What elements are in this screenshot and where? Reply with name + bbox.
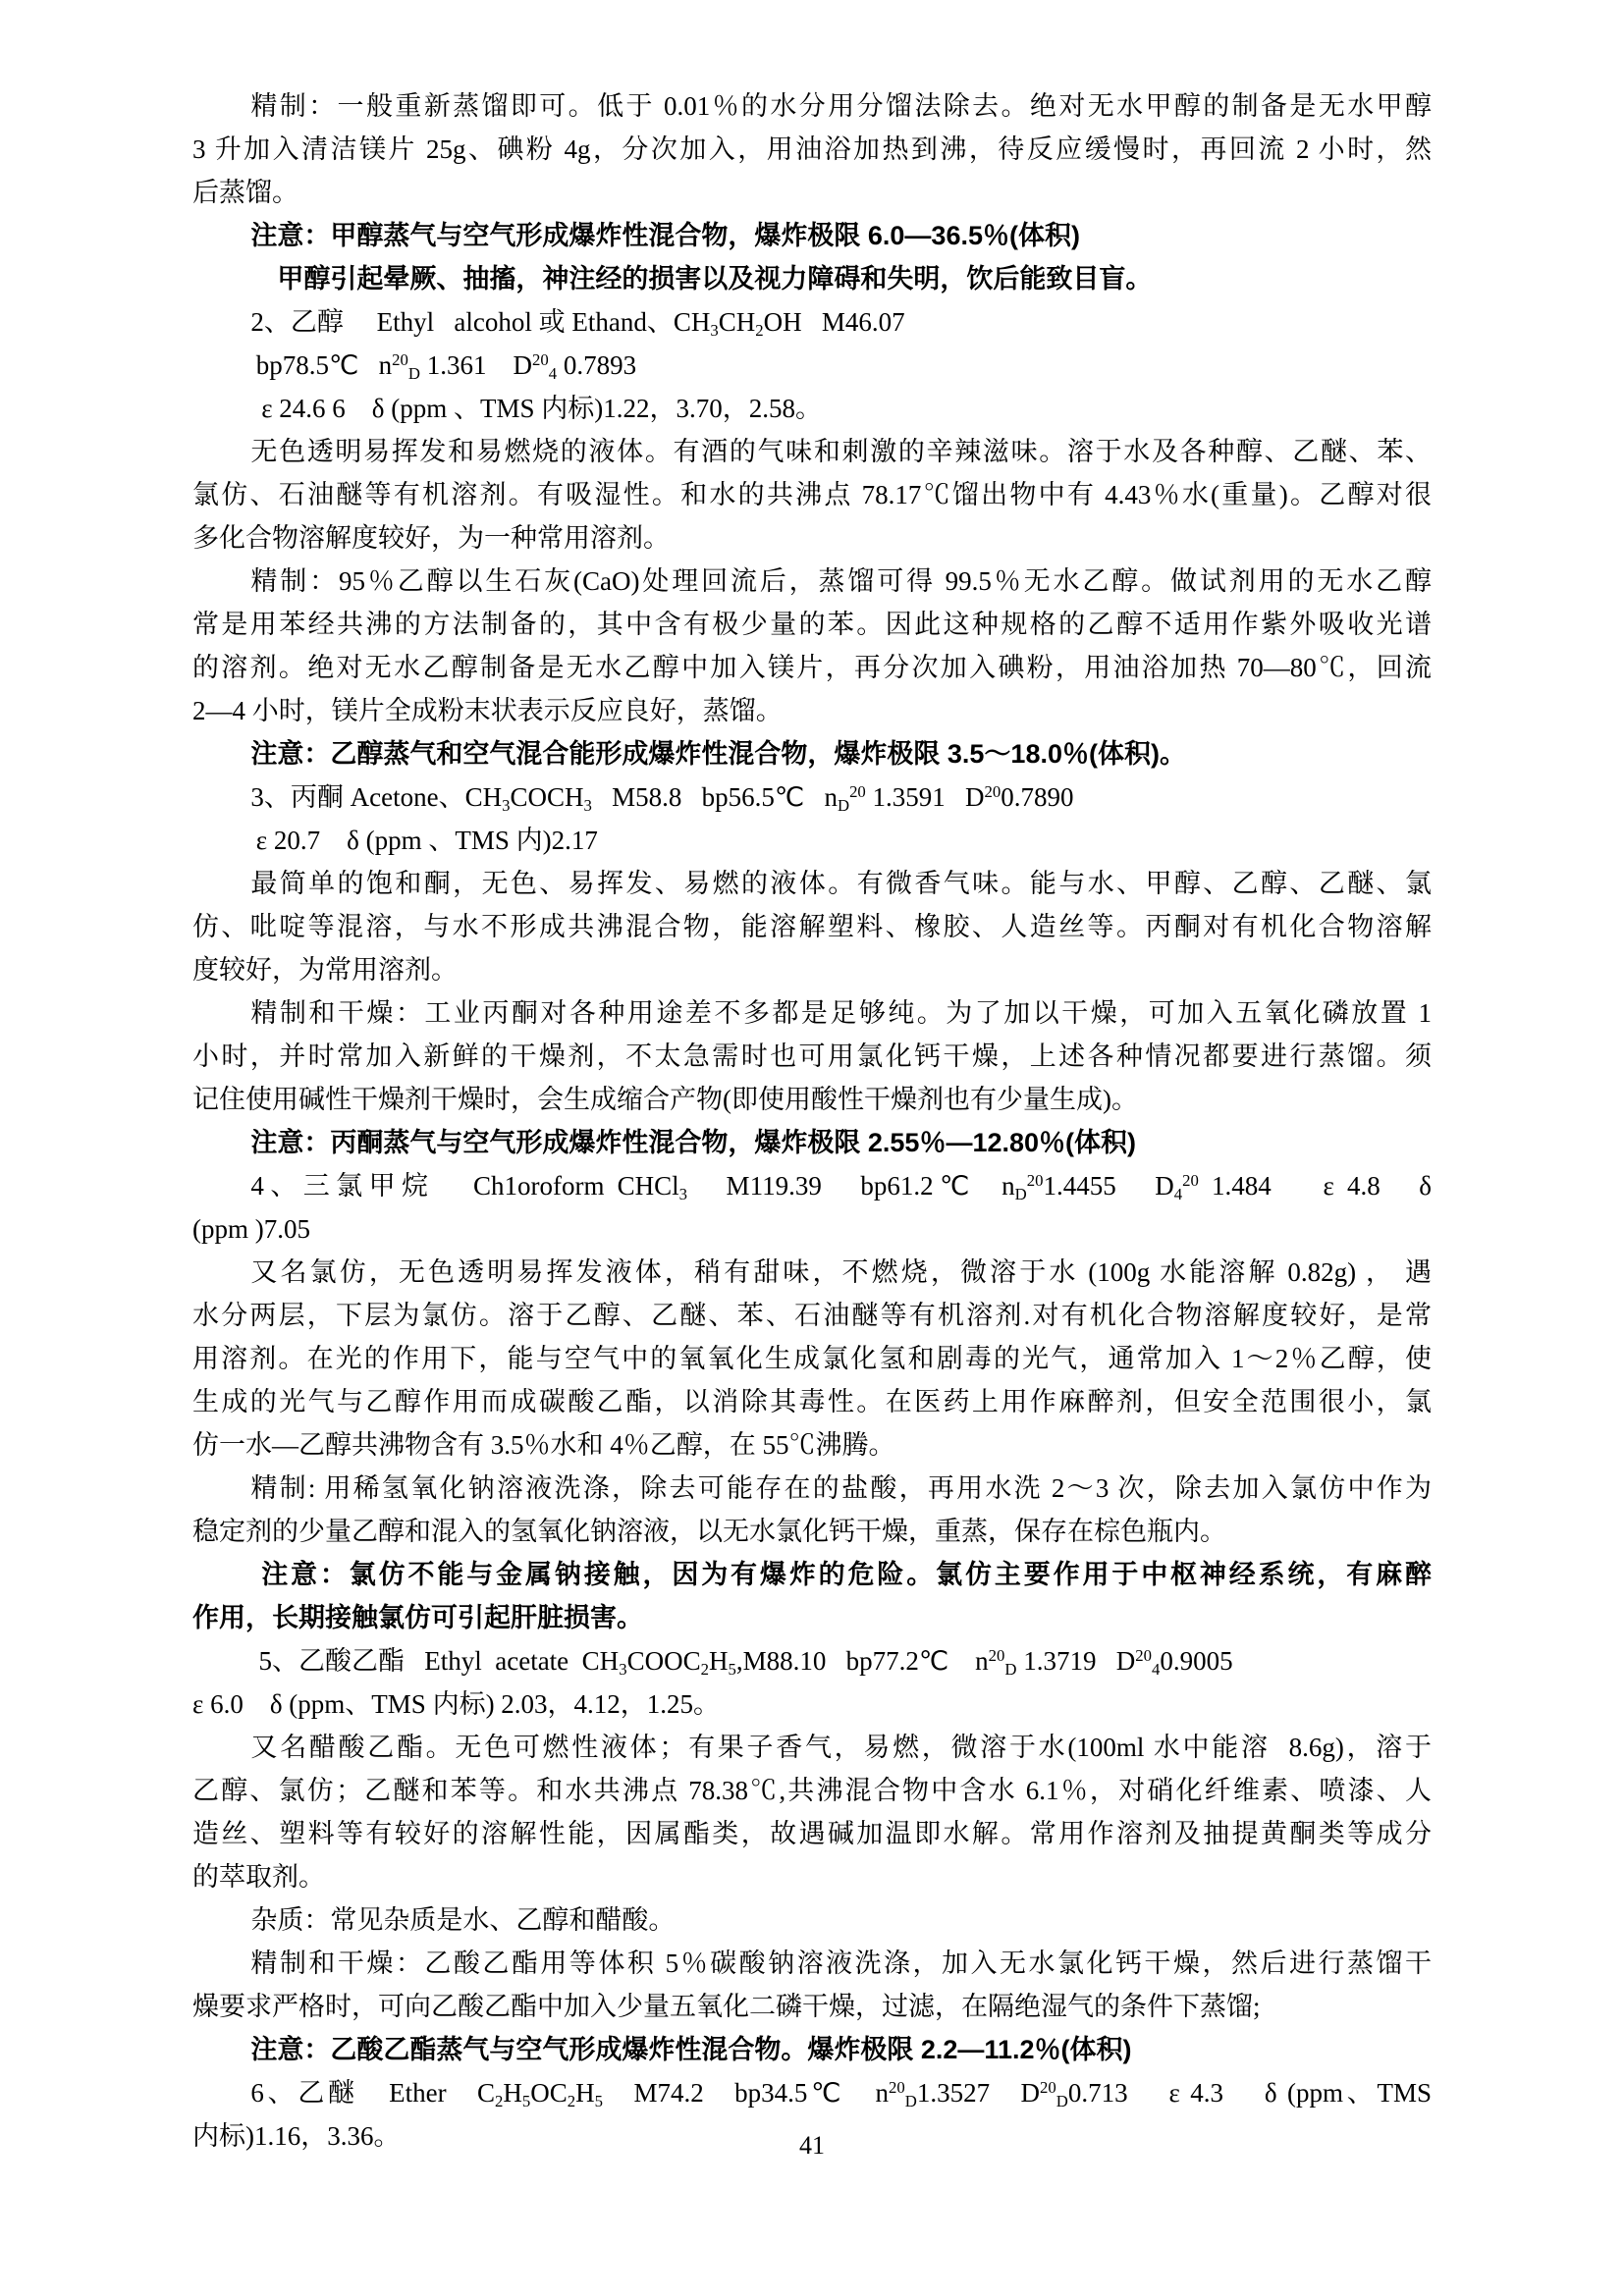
sub-text: 3 [710, 320, 719, 340]
text-line [192, 1769, 1432, 1812]
text-line [192, 387, 1432, 430]
run-text: 的萃取剂。 [192, 1862, 325, 1892]
run-text: COOC [626, 1646, 701, 1676]
text-line [192, 84, 1432, 128]
text-line [192, 214, 1432, 257]
text-line [192, 1726, 1432, 1769]
sub-text: D [1004, 1659, 1017, 1679]
run-text: 杂质：常见杂质是水、乙醇和醋酸。 [250, 1905, 676, 1935]
text-line [192, 1553, 1432, 1596]
run-text: 5、乙酸乙酯 Ethyl acetate CH [258, 1646, 620, 1676]
sub-text: 2 [755, 320, 764, 340]
page-number: 41 [799, 2131, 825, 2160]
run-text: 多化合物溶解度较好，为一种常用溶剂。 [192, 523, 670, 553]
run-text: 精制: 用稀氢氧化钠溶液洗涤，除去可能存在的盐酸，再用水洗 2～3 次，除去加入氯仿中作为 [250, 1473, 1432, 1503]
sup-text: 20 [984, 781, 1001, 801]
run-text: 注意：乙醇蒸气和空气混合能形成爆炸性混合物，爆炸极限 3.5～18.0％(体积)。 [250, 739, 1186, 769]
sup-text: 20 [1182, 1170, 1199, 1190]
text-line [192, 1510, 1432, 1553]
run-text: ε 20.7 δ (ppm 、TMS 内)2.17 [255, 826, 598, 855]
run-text: ε 6.0 δ (ppm、TMS 内标) 2.03，4.12，1.25。 [192, 1689, 721, 1719]
text-line [192, 1337, 1432, 1380]
run-text: 1.3719 D [1016, 1646, 1136, 1676]
text-line [192, 819, 1432, 862]
text-line [192, 1078, 1432, 1121]
run-text: 1.484 ε 4.8 δ [1198, 1171, 1432, 1201]
text-line [192, 473, 1432, 516]
sup-text: 20 [849, 781, 866, 801]
run-text: CH [718, 307, 756, 337]
text-line [192, 991, 1432, 1035]
run-text: M74.2 bp34.5℃ n [603, 2078, 890, 2108]
run-text: 内标)1.16，3.36。 [192, 2121, 401, 2151]
run-text: 的溶剂。绝对无水乙醇制备是无水乙醇中加入镁片，再分次加入碘粉，用油浴加热 70—80℃，回流 [192, 653, 1432, 682]
text-line [192, 171, 1432, 214]
text-line [192, 430, 1432, 473]
run-text: 0.7890 [1001, 782, 1074, 812]
sub-text: 3 [583, 795, 592, 815]
run-text: 注意：甲醇蒸气与空气形成爆炸性混合物，爆炸极限 6.0—36.5％(体积) [250, 221, 1080, 250]
text-line [192, 1423, 1432, 1467]
run-text: 记住使用碱性干燥剂干燥时，会生成缩合产物(即使用酸性干燥剂也有少量生成)。 [192, 1085, 1138, 1114]
sub-text: D [837, 795, 850, 815]
text-line [192, 257, 1432, 300]
text-line [192, 128, 1432, 171]
run-text: 仿一水—乙醇共沸物含有 3.5％水和 4％乙醇，在 55℃沸腾。 [192, 1430, 895, 1460]
sub-text: 2 [567, 2091, 576, 2110]
text-line [192, 2028, 1432, 2071]
run-text: 3 升加入清洁镁片 25g、碘粉 4g，分次加入，用油浴加热到沸，待反应缓慢时，再回流 2 小时，然 [192, 134, 1432, 164]
run-text: 燥要求严格时，可向乙酸乙酯中加入少量五氧化二磷干燥，过滤，在隔绝湿气的条件下蒸馏; [192, 1992, 1261, 2021]
run-text: M58.8 bp56.5℃ n [591, 782, 838, 812]
text-line [192, 1380, 1432, 1423]
run-text: 造丝、塑料等有较好的溶解性能，因属酯类，故遇碱加温即水解。常用作溶剂及抽提黄酮类等成分 [192, 1819, 1432, 1848]
run-text: 1.3591 D [865, 782, 985, 812]
text-line [192, 1596, 1432, 1639]
text-line [192, 344, 1432, 387]
text-line [192, 862, 1432, 905]
run-text: COCH [510, 782, 584, 812]
sub-text: 3 [678, 1184, 688, 1203]
sup-text: 20 [1040, 2077, 1056, 2097]
text-line [192, 1251, 1432, 1294]
run-text: 水分两层，下层为氯仿。溶于乙醇、乙醚、苯、石油醚等有机溶剂.对有机化合物溶解度较好，是常 [192, 1301, 1432, 1330]
run-text: 0.9005 [1160, 1646, 1233, 1676]
run-text: 1.4455 D [1043, 1171, 1174, 1201]
sub-text: D [407, 363, 420, 383]
document-lines [192, 84, 1432, 2158]
text-line [192, 2071, 1432, 2114]
text-line [192, 1942, 1432, 1985]
run-text: (ppm )7.05 [192, 1214, 310, 1244]
run-text: 2—4 小时，镁片全成粉末状表示反应良好，蒸馏。 [192, 696, 783, 725]
run-text: 1.3527 D [916, 2078, 1040, 2108]
sub-text: 5 [594, 2091, 604, 2110]
sub-text: 2 [700, 1659, 709, 1679]
text-line [192, 603, 1432, 646]
run-text: 又名醋酸乙酯。无色可燃性液体；有果子香气，易燃，微溶于水(100ml 水中能溶 8.6g)，溶于 [250, 1733, 1432, 1762]
sub-text: 4 [548, 363, 558, 383]
text-line [192, 1855, 1432, 1898]
run-text: 6、乙醚 Ether C [250, 2078, 496, 2108]
run-text: 精制：95％乙醇以生石灰(CaO)处理回流后，蒸馏可得 99.5％无水乙醇。做试剂用的无水乙醇 [250, 566, 1432, 596]
run-text: 小时，并时常加入新鲜的干燥剂，不太急需时也可用氯化钙干燥，上述各种情况都要进行蒸馏。须 [192, 1041, 1432, 1071]
run-text: 3、丙酮 Acetone、CH [250, 782, 503, 812]
run-text: 4、三氯甲烷 Ch1oroform CHCl [250, 1171, 679, 1201]
run-text: 生成的光气与乙醇作用而成碳酸乙酯，以消除其毒性。在医药上用作麻醉剂，但安全范围很小，氯 [192, 1387, 1432, 1416]
sup-text: 20 [531, 349, 549, 369]
text-line [192, 1985, 1432, 2028]
run-text: OC [530, 2078, 568, 2108]
text-line [192, 1812, 1432, 1855]
run-text: H [503, 2078, 522, 2108]
sub-text: 4 [1173, 1184, 1183, 1203]
sup-text: 20 [988, 1645, 1005, 1665]
run-text: 注意：丙酮蒸气与空气形成爆炸性混合物，爆炸极限 2.55％—12.80％(体积) [250, 1128, 1136, 1157]
run-text: 甲醇引起晕厥、抽搐，神注经的损害以及视力障碍和失明，饮后能致目盲。 [277, 264, 1153, 294]
run-text: 用溶剂。在光的作用下，能与空气中的氧氧化生成氯化氢和剧毒的光气，通常加入 1～2％乙醇，使 [192, 1344, 1432, 1373]
text-line [192, 646, 1432, 689]
sub-text: 5 [521, 2091, 531, 2110]
text-line [192, 948, 1432, 991]
text-line [192, 905, 1432, 948]
run-text: 注意：乙酸乙酯蒸气与空气形成爆炸性混合物。爆炸极限 2.2—11.2％(体积) [250, 2035, 1132, 2064]
sub-text: D [1056, 2091, 1068, 2110]
run-text: OH M46.07 [763, 307, 905, 337]
run-text: 后蒸馏。 [192, 178, 298, 207]
sup-text: 20 [1026, 1170, 1044, 1190]
sub-text: 5 [728, 1659, 736, 1679]
sub-text: 4 [1151, 1659, 1161, 1679]
run-text: 0.713 ε 4.3 δ (ppm、TMS [1067, 2078, 1432, 2108]
text-line [192, 1467, 1432, 1510]
run-text: M119.39 bp61.2℃ n [687, 1171, 1015, 1201]
text-line [192, 732, 1432, 775]
run-text: ε 24.6 6 δ (ppm 、TMS 内标)1.22，3.70，2.58。 [261, 394, 822, 423]
sub-text: D [1014, 1184, 1027, 1203]
text-line [192, 1294, 1432, 1337]
run-text: 注意：氯仿不能与金属钠接触，因为有爆炸的危险。氯仿主要作用于中枢神经系统，有麻醉 [261, 1560, 1432, 1589]
run-text: 0.7893 [557, 350, 637, 380]
run-text: 度较好，为常用溶剂。 [192, 955, 458, 985]
run-text: 作用，长期接触氯仿可引起肝脏损害。 [192, 1603, 643, 1632]
sub-text: 3 [502, 795, 511, 815]
run-text: ,M88.10 bp77.2℃ n [735, 1646, 989, 1676]
sup-text: 20 [392, 349, 408, 369]
text-line [192, 1898, 1432, 1942]
run-text: 最简单的饱和酮，无色、易挥发、易燃的液体。有微香气味。能与水、甲醇、乙醇、乙醚、氯 [250, 869, 1432, 898]
run-text: 精制和干燥：工业丙酮对各种用途差不多都是足够纯。为了加以干燥，可加入五氧化磷放置 1 [250, 998, 1432, 1028]
sub-text: 2 [495, 2091, 504, 2110]
text-line [192, 1164, 1432, 1207]
sup-text: 20 [1135, 1645, 1152, 1665]
run-text: 氯仿、石油醚等有机溶剂。有吸湿性。和水的共沸点 78.17℃馏出物中有 4.43％水(重量)。乙醇对很 [192, 480, 1432, 509]
text-line [192, 1682, 1432, 1726]
run-text: 精制和干燥：乙酸乙酯用等体积 5％碳酸钠溶液洗涤，加入无水氯化钙干燥，然后进行蒸馏干 [250, 1949, 1432, 1978]
run-text: 1.361 D [419, 350, 532, 380]
text-line [192, 516, 1432, 560]
run-text: 稳定剂的少量乙醇和混入的氢氧化钠溶液，以无水氯化钙干燥，重蒸，保存在棕色瓶内。 [192, 1517, 1226, 1546]
text-line [192, 775, 1432, 819]
run-text: H [708, 1646, 729, 1676]
text-line [192, 300, 1432, 344]
run-text: H [575, 2078, 595, 2108]
run-text: bp78.5℃ n [255, 350, 393, 380]
run-text: 2、乙醇 Ethyl alcohol 或 Ethand、CH [250, 307, 711, 337]
text-line [192, 689, 1432, 732]
sup-text: 20 [889, 2077, 905, 2097]
run-text: 常是用苯经共沸的方法制备的，其中含有极少量的苯。因此这种规格的乙醇不适用作紫外吸收光谱 [192, 610, 1432, 639]
text-line [192, 1207, 1432, 1251]
run-text: 精制：一般重新蒸馏即可。低于 0.01％的水分用分馏法除去。绝对无水甲醇的制备是无水甲醇 [250, 91, 1432, 121]
run-text: 无色透明易挥发和易燃烧的液体。有酒的气味和刺激的辛辣滋味。溶于水及各种醇、乙醚、苯、 [250, 437, 1432, 466]
run-text: 乙醇、氯仿；乙醚和苯等。和水共沸点 78.38℃,共沸混合物中含水 6.1％，对硝化纤维素、喷漆、人 [192, 1776, 1432, 1805]
text-line [192, 560, 1432, 603]
text-line [192, 1121, 1432, 1164]
text-line [192, 1035, 1432, 1078]
text-line [192, 1639, 1432, 1682]
sub-text: D [904, 2091, 917, 2110]
run-text: 仿、吡啶等混溶，与水不形成共沸混合物，能溶解塑料、橡胶、人造丝等。丙酮对有机化合物溶解 [192, 912, 1432, 941]
sub-text: 3 [619, 1659, 627, 1679]
run-text: 又名氯仿，无色透明易挥发液体，稍有甜味，不燃烧，微溶于水 (100g 水能溶解 0.82g) ， 遇 [250, 1257, 1432, 1287]
